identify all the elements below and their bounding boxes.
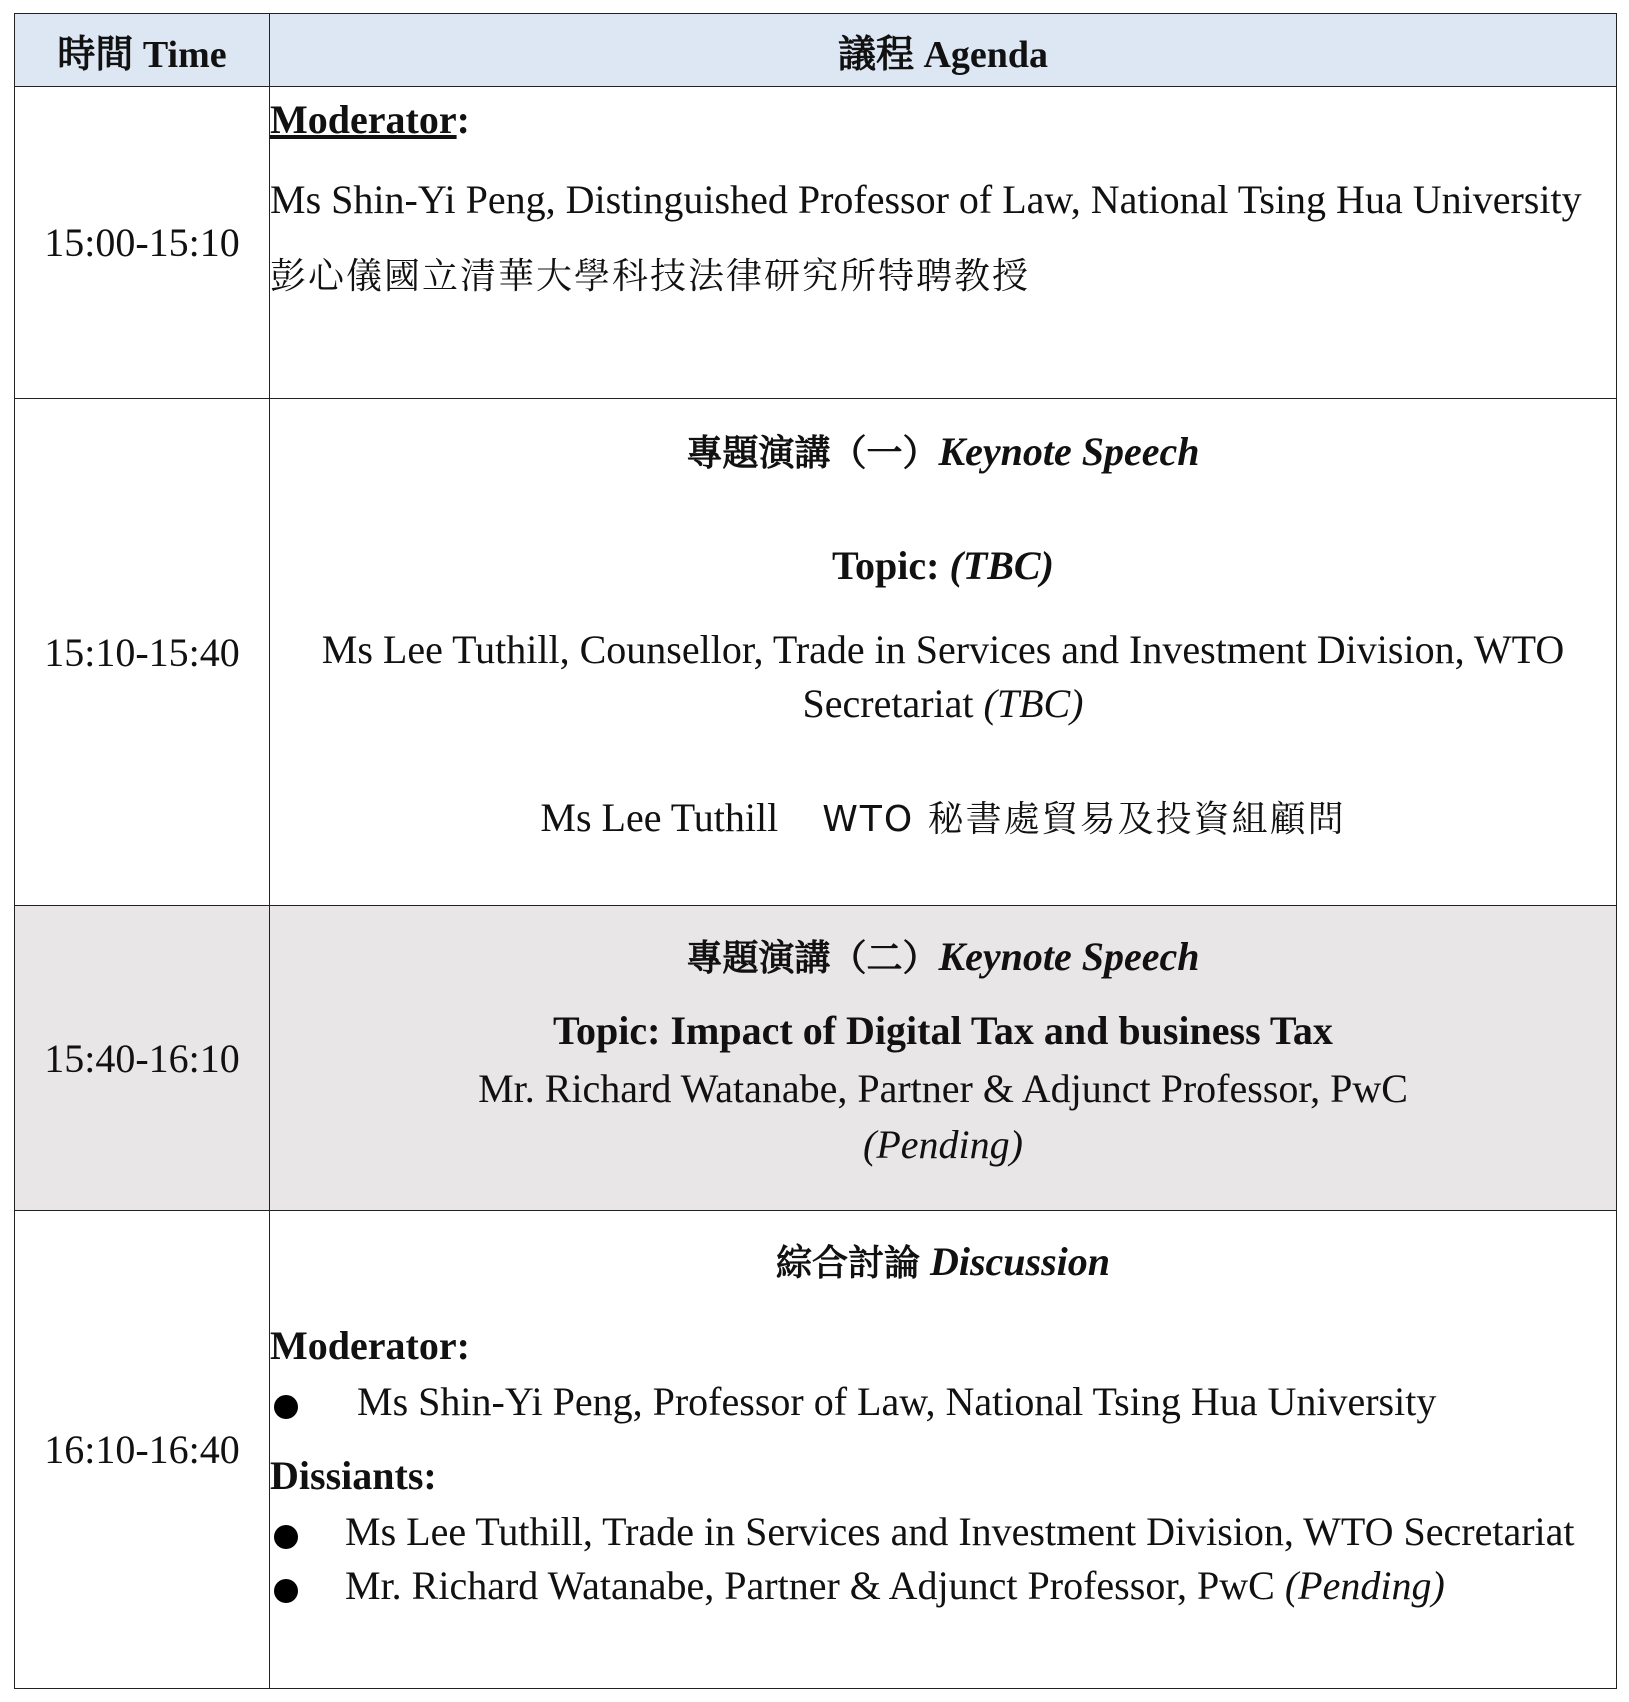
discussant-entry: Mr. Richard Watanabe, Partner & Adjunct Professor, PwC	[345, 1563, 1285, 1608]
speaker-status: (TBC)	[983, 681, 1084, 726]
bullet-icon	[274, 1579, 298, 1603]
moderator-name-zh: 彭心儀國立清華大學科技法律研究所特聘教授	[270, 256, 1031, 297]
session-title-en: Discussion	[929, 1239, 1111, 1284]
speaker-name-en: Ms Lee Tuthill, Counsellor, Trade in Services and Investment Division, WTO Secretariat	[321, 627, 1565, 726]
session-title-zh: 專題演講（一）	[686, 433, 939, 474]
speaker-zh-line	[270, 791, 1616, 845]
table-row	[15, 87, 1617, 399]
discussant-list	[270, 1505, 1616, 1613]
session-title-en: Keynote Speech	[938, 934, 1200, 979]
discussant-status: (Pending)	[1284, 1563, 1445, 1608]
discussant-entry: Ms Lee Tuthill, Trade in Services and Investment Division, WTO Secretariat	[345, 1509, 1575, 1554]
discussants-heading: Dissiants:	[270, 1453, 437, 1498]
table-row	[15, 399, 1617, 906]
table-header-row	[15, 14, 1617, 87]
session-title-zh: 綜合討論	[775, 1243, 920, 1284]
agenda-cell	[270, 1211, 1617, 1689]
speaker-status: (Pending)	[863, 1122, 1023, 1167]
moderator-entry: Ms Shin-Yi Peng, Professor of Law, National Tsing Hua University	[357, 1379, 1437, 1424]
time-cell: 16:10-16:40	[15, 1211, 270, 1689]
bullet-icon	[274, 1395, 298, 1419]
moderator-heading: Moderator:	[270, 1323, 470, 1368]
agenda-cell	[270, 87, 1617, 399]
speaker-name: Ms Lee Tuthill	[540, 795, 779, 840]
list-item	[270, 1375, 1616, 1429]
session-title	[270, 930, 1616, 984]
topic-value: (TBC)	[949, 543, 1054, 588]
topic-label: Topic:	[832, 543, 950, 588]
list-item	[270, 1505, 1616, 1559]
bullet-icon	[274, 1525, 298, 1549]
topic-line	[270, 539, 1616, 593]
speaker-line	[270, 623, 1616, 731]
session-title	[270, 425, 1616, 479]
topic-line: Topic: Impact of Digital Tax and business Tax	[553, 1008, 1333, 1053]
agenda-table	[14, 13, 1617, 1689]
table-row	[15, 906, 1617, 1211]
session-title-en: Keynote Speech	[938, 429, 1200, 474]
table-row	[15, 1211, 1617, 1689]
time-cell: 15:40-16:10	[15, 906, 270, 1211]
time-cell: 15:10-15:40	[15, 399, 270, 906]
moderator-label: Moderator	[270, 97, 457, 142]
speaker-name-en: Mr. Richard Watanabe, Partner & Adjunct Professor, PwC	[478, 1066, 1408, 1111]
time-cell: 15:00-15:10	[15, 87, 270, 399]
agenda-cell	[270, 906, 1617, 1211]
agenda-cell	[270, 399, 1617, 906]
agenda-column-header: 議程 Agenda	[270, 14, 1617, 87]
list-item	[270, 1559, 1616, 1613]
moderator-name-en: Ms Shin-Yi Peng, Distinguished Professor of Law, National Tsing Hua University	[270, 177, 1582, 222]
moderator-list	[270, 1375, 1616, 1429]
session-title-zh: 專題演講（二）	[686, 938, 939, 979]
speaker-title-zh: WTO 秘書處貿易及投資組顧問	[822, 799, 1346, 840]
moderator-heading	[270, 93, 1616, 147]
moderator-colon: :	[456, 97, 470, 142]
time-column-header: 時間 Time	[15, 14, 270, 87]
session-title	[270, 1235, 1616, 1289]
